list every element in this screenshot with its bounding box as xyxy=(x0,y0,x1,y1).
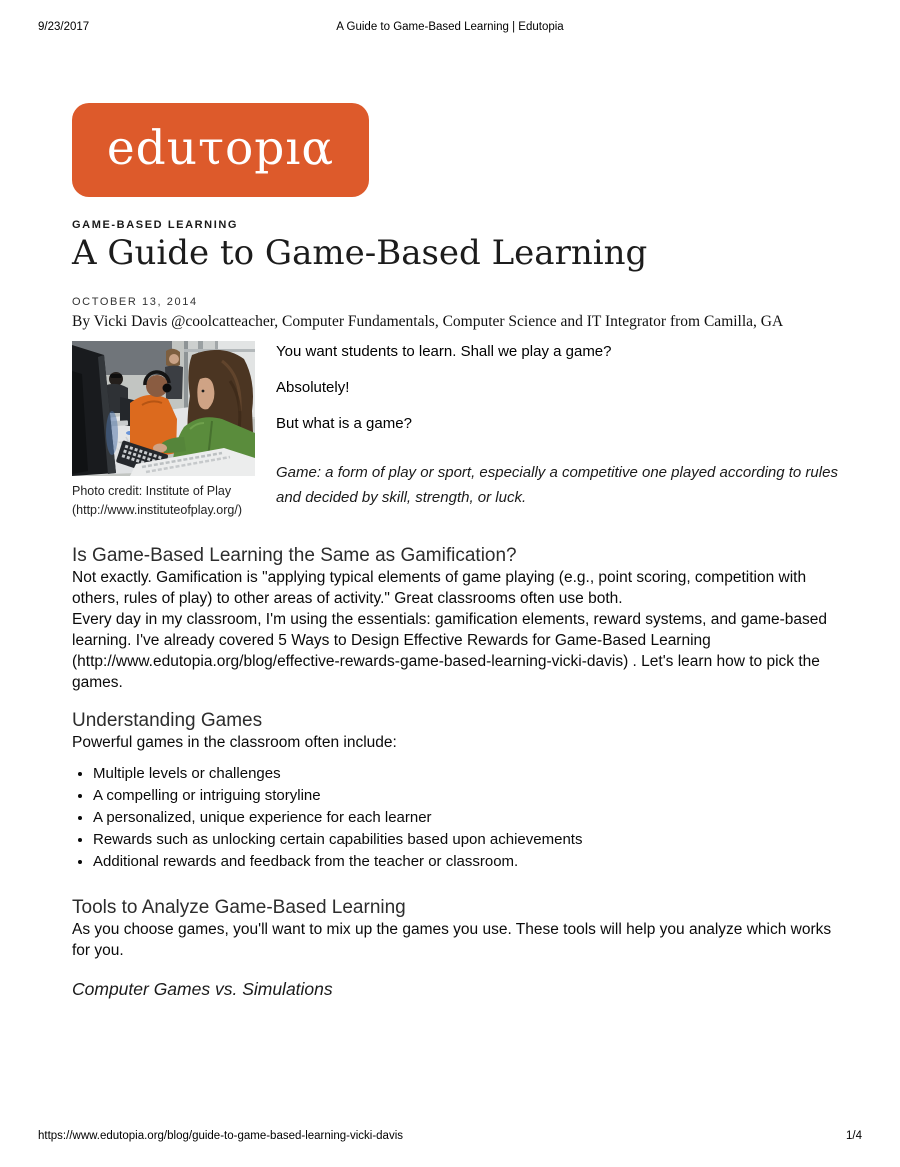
article-category: GAME-BASED LEARNING xyxy=(72,219,239,231)
article-byline: By Vicki Davis @coolcatteacher, Computer Fundamentals, Computer Science and IT Integrator from Camilla, GA xyxy=(72,312,784,330)
paragraph-choose-games: As you choose games, you'll want to mix up the games you use. These tools will help you analyze which works for you. xyxy=(72,920,832,959)
article-title: A Guide to Game-Based Learning xyxy=(72,233,648,273)
print-page-indicator: 1/4 xyxy=(846,1130,862,1142)
paragraph-powerful-games: Powerful games in the classroom often include: xyxy=(72,733,397,751)
article-date: OCTOBER 13, 2014 xyxy=(72,295,198,308)
photo-caption-line2: (http://www.instituteofplay.org/) xyxy=(72,502,242,517)
list-item: • Additional rewards and feedback from the teacher or classroom. xyxy=(93,854,845,870)
paragraph-not-exactly: Not exactly. Gamification is "applying typical elements of game playing (e.g., point scoring, competition with others, rules of play) to other areas of activity." Great classrooms often use both. xyxy=(72,568,807,607)
article-photo xyxy=(72,341,255,476)
edutopia-logo xyxy=(72,103,369,197)
photo-caption-line1: Photo credit: Institute of Play xyxy=(72,483,232,498)
photo-column xyxy=(72,341,255,520)
print-footer xyxy=(38,1130,862,1142)
paragraph-every-day: Every day in my classroom, I'm using the essentials: gamification elements, reward systems, and game-based learning. I've already covered 5 Ways to Design Effective Rewards for Game-Based Learning (http://www.edutopia.org/blog/effective-rewards-game-based-learning-vicki-davis) . Let's learn how to pick the games. xyxy=(72,610,828,691)
list-item: • Rewards such as unlocking certain capabilities based upon achievements xyxy=(93,832,845,848)
print-doc-title: A Guide to Game-Based Learning | Edutopia xyxy=(336,21,564,33)
heading-understanding-games: Understanding Games xyxy=(72,709,263,731)
photo-caption xyxy=(72,482,255,520)
edutopia-wordmark: eduτopıα xyxy=(106,120,335,176)
classroom-photo-illustration xyxy=(72,341,255,476)
subheading-computer-games-vs-simulations: Computer Games vs. Simulations xyxy=(72,978,333,999)
heading-tools: Tools to Analyze Game-Based Learning xyxy=(72,896,406,918)
print-footer-url: https://www.edutopia.org/blog/guide-to-game-based-learning-vicki-davis xyxy=(38,1130,403,1142)
list-item: • Multiple levels or challenges xyxy=(93,766,845,782)
intro-column xyxy=(276,341,845,520)
article-page xyxy=(72,0,845,1000)
intro-paragraph-3: But what is a game? xyxy=(276,414,412,432)
list-item: • A personalized, unique experience for each learner xyxy=(93,810,845,826)
game-definition: Game: a form of play or sport, especially a competitive one played according to rules and decided by skill, strength, or luck. xyxy=(276,463,838,506)
intro-media-row xyxy=(72,341,845,520)
intro-paragraph-1: You want students to learn. Shall we play a game? xyxy=(276,342,612,360)
heading-gamification: Is Game-Based Learning the Same as Gamification? xyxy=(72,544,517,566)
intro-paragraph-2: Absolutely! xyxy=(276,378,350,396)
print-date: 9/23/2017 xyxy=(38,21,90,33)
list-item: • A compelling or intriguing storyline xyxy=(93,788,845,804)
game-features-list xyxy=(72,766,845,870)
